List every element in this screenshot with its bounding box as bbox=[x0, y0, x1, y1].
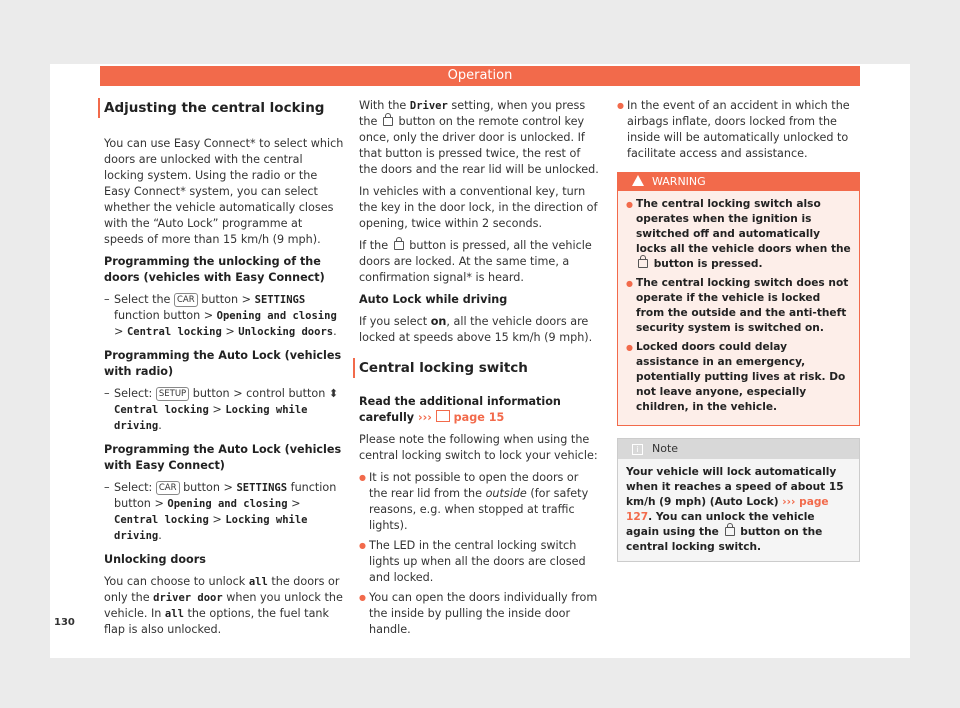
car-key-icon: CAR bbox=[156, 481, 180, 495]
paragraph: You can choose to unlock all the doors or only the driver door when you unlock the vehicle. In all the options, the fuel tank flap is also unlocked. bbox=[104, 575, 343, 636]
page-link[interactable]: page 15 bbox=[453, 411, 505, 424]
subheading: Programming the Auto Lock (vehicles with Easy Connect) bbox=[104, 443, 342, 472]
paragraph: If you select on, all the vehicle doors are locked at speeds above 15 km/h (9 mph). bbox=[359, 315, 593, 344]
read-more: Read the additional information carefully ››› page 15 bbox=[359, 395, 561, 424]
section-title: Central locking switch bbox=[353, 358, 600, 378]
page-number: 130 bbox=[54, 617, 75, 628]
warning-body bbox=[618, 191, 859, 425]
section-title: Adjusting the central locking bbox=[98, 98, 344, 118]
lock-icon bbox=[638, 259, 648, 268]
paragraph: In vehicles with a conventional key, turn the key in the door lock, in the direction of opening, twice within 2 seconds. bbox=[359, 185, 598, 230]
column-3 bbox=[617, 98, 860, 562]
paragraph: If the button is pressed, all the vehicle doors are locked. At the same time, a confirmation signal* is heard. bbox=[359, 239, 592, 284]
list-item: ● The central locking switch does not operate if the vehicle is locked from the outside and the anti-theft security system is switched on. bbox=[626, 276, 851, 336]
list-item: ● You can open the doors individually from the inside by pulling the inside door handle. bbox=[359, 590, 600, 638]
paragraph: Please note the following when using the central locking switch to lock your vehicle: bbox=[359, 433, 598, 462]
list-item: ● In the event of an accident in which the airbags inflate, doors locked from the inside will be automatically unlocked to facilitate access and assistance. bbox=[617, 98, 860, 162]
column-1 bbox=[104, 98, 344, 644]
subheading: Auto Lock while driving bbox=[359, 293, 508, 306]
lock-icon bbox=[394, 241, 404, 250]
list-item: ● The central locking switch also operates when the ignition is switched off and automatically locks all the vehicle doors when the button is pressed. bbox=[626, 197, 851, 272]
paragraph: With the Driver setting, when you press the button on the remote control key once, only the driver door is unlocked. If that button is pressed twice, the rest of the doors and the rear lid will be unlocked. bbox=[359, 99, 599, 176]
up-down-arrows-icon: ⬍ bbox=[328, 387, 339, 400]
note-header: i Note bbox=[618, 439, 859, 459]
intro-paragraph: You can use Easy Connect* to select which doors are unlocked with the central locking system. Using the radio or the Easy Connect* system, you can select whether the vehicle automatically closes with the “Auto Lock” programme at speeds of more than 15 km/h (9 mph). bbox=[104, 137, 344, 246]
warning-icon bbox=[632, 175, 644, 186]
section-header: Operation bbox=[100, 66, 860, 86]
car-key-icon: CAR bbox=[174, 293, 198, 307]
page-link[interactable]: page 127 bbox=[626, 496, 829, 523]
subheading: Programming the Auto Lock (vehicles with radio) bbox=[104, 349, 342, 378]
book-icon bbox=[436, 410, 450, 422]
list-item: ● It is not possible to open the doors or the rear lid from the outside (for safety reasons, e.g. when stopped at traffic lights). bbox=[359, 470, 600, 534]
column-2 bbox=[359, 98, 600, 642]
instruction-step: – Select: SETUP button > control button ⬍ Central locking > Locking while driving. bbox=[104, 386, 344, 434]
warning-box bbox=[617, 172, 860, 426]
unlock-icon bbox=[383, 117, 393, 126]
lock-icon bbox=[725, 527, 735, 536]
note-body: Your vehicle will lock automatically when it reaches a speed of about 15 km/h (9 mph) (Auto Lock) ››› page 127. You can unlock the vehicle again using the button on the central locking switch. bbox=[618, 459, 859, 561]
subheading: Unlocking doors bbox=[104, 553, 206, 566]
warning-header: WARNING bbox=[618, 173, 859, 191]
subheading: Programming the unlocking of the doors (vehicles with Easy Connect) bbox=[104, 255, 325, 284]
list-item: ● The LED in the central locking switch lights up when all the doors are closed and locked. bbox=[359, 538, 600, 586]
instruction-step: – Select: CAR button > SETTINGS function button > Opening and closing > Central locking > Locking while driving. bbox=[104, 480, 344, 544]
setup-key-icon: SETUP bbox=[156, 387, 189, 401]
list-item: ● Locked doors could delay assistance in an emergency, potentially putting lives at risk. Do not leave anyone, especially children, in the vehicle. bbox=[626, 340, 851, 415]
instruction-step: – Select the CAR button > SETTINGS function button > Opening and closing > Central locking > Unlocking doors. bbox=[104, 292, 344, 340]
note-box bbox=[617, 438, 860, 562]
info-icon: i bbox=[632, 444, 643, 455]
